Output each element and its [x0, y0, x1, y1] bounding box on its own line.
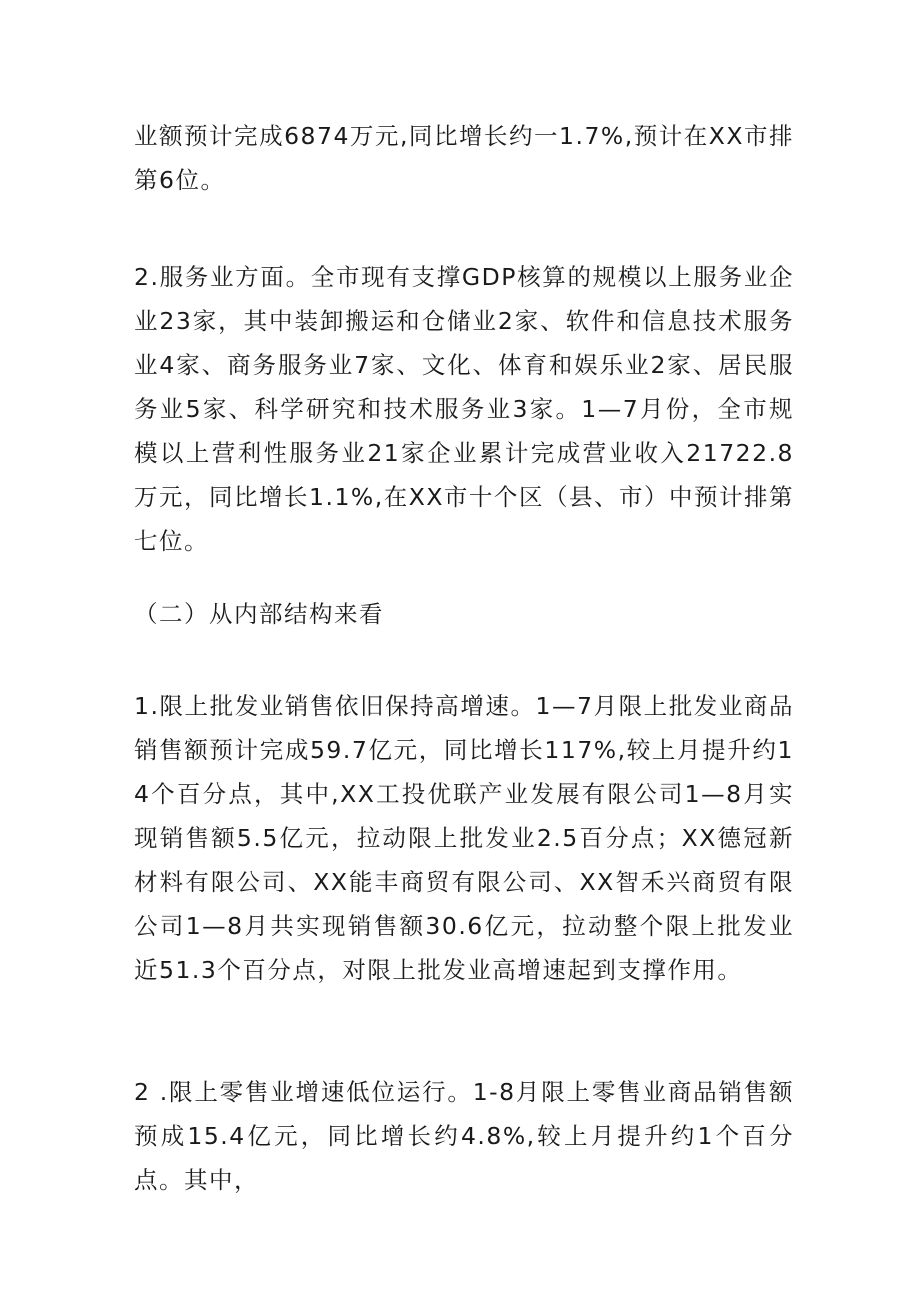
- section-heading-internal-structure: （二）从内部结构来看: [134, 600, 384, 628]
- paragraph-wholesale-retail-ranking: 业额预计完成6874万元,同比增长约一1.7%,预计在XX市排第6位。: [134, 122, 794, 194]
- paragraph-service-industry: 2.服务业方面。全市现有支撑GDP核算的规模以上服务业企业23家，其中装卸搬运和仓储业2家、软件和信息技术服务业4家、商务服务业7家、文化、体育和娱乐业2家、居民服务业5家、科学研究和技术服务业3家。1—7月份，全市规模以上营利性服务业21家企业累计完成营业收入21722.8万元，同比增长1.1%,在XX市十个区（县、市）中预计排第七位。: [134, 263, 794, 555]
- paragraph-retail-sales: 2 .限上零售业增速低位运行。1-8月限上零售业商品销售额预成15.4亿元，同比增长约4.8%,较上月提升约1个百分点。其中，: [134, 1078, 794, 1194]
- paragraph-wholesale-sales: 1.限上批发业销售依旧保持高增速。1—7月限上批发业商品销售额预计完成59.7亿元，同比增长117%,较上月提升约14个百分点，其中,XX工投优联产业发展有限公司1—8月实现销售额5.5亿元，拉动限上批发业2.5百分点；XX德冠新材料有限公司、XX能丰商贸有限公司、XX智禾兴商贸有限公司1—8月共实现销售额30.6亿元，拉动整个限上批发业近51.3个百分点，对限上批发业高增速起到支撑作用。: [134, 692, 794, 984]
